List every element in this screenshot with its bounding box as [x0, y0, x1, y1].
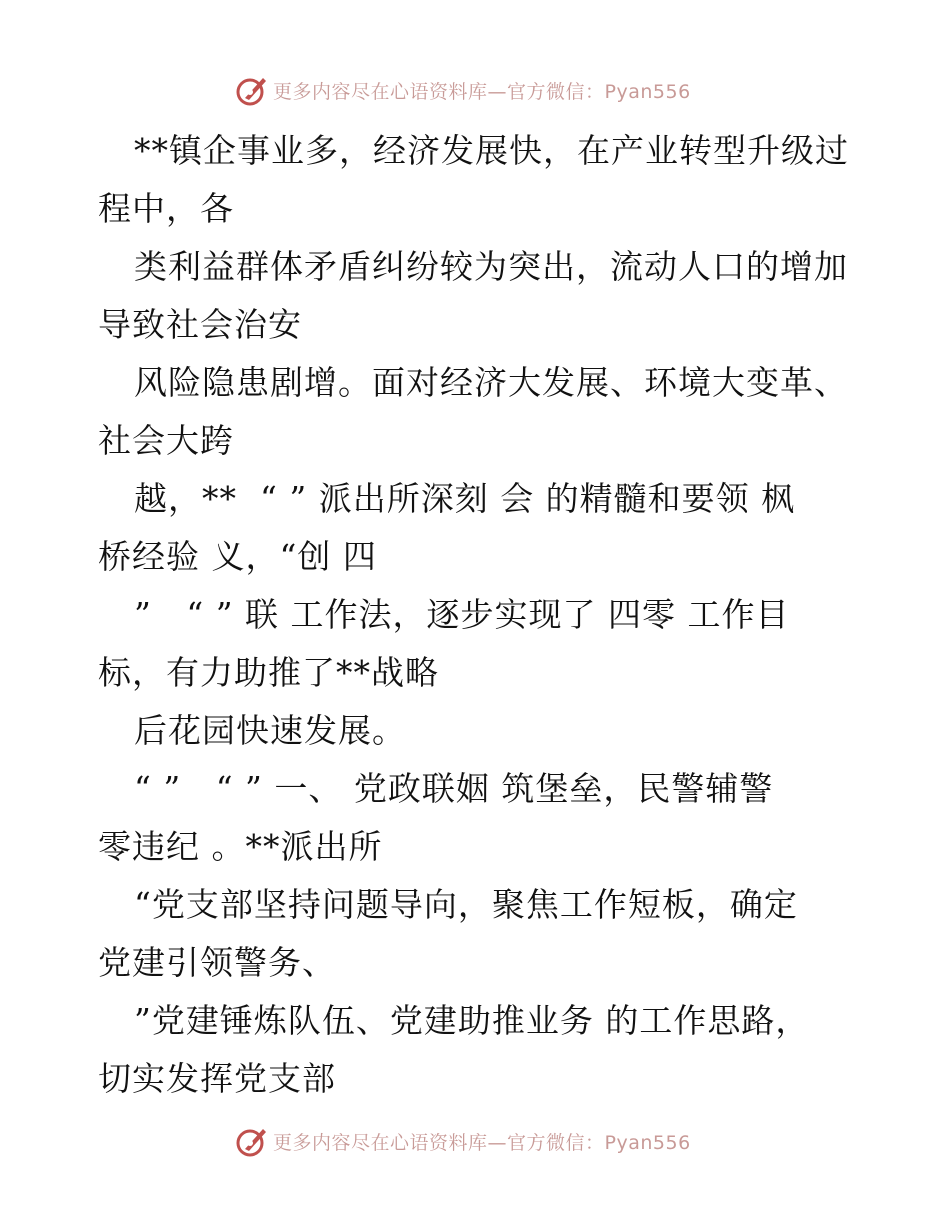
text-line: 社会大跨	[98, 421, 234, 460]
text-line: ” “ ” 联 工作法，逐步实现了 四零 工作目	[134, 595, 790, 634]
footer-watermark	[235, 1124, 691, 1158]
text-line: “ ” “ ” 一、 党政联姻 筑堡垒，民警辅警	[134, 769, 774, 808]
text-line: 标，有力助推了**战略	[98, 653, 439, 692]
text-line: ”党建锤炼队伍、党建助推业务 的工作思路，	[134, 1001, 810, 1040]
text-line: 党建引领警务、	[98, 943, 336, 982]
text-line: 零违纪 。**派出所	[98, 827, 383, 866]
text-line: 类利益群体矛盾纠纷较为突出，流动人口的增加	[134, 247, 848, 286]
text-line: 切实发挥党支部	[98, 1059, 336, 1098]
quill-logo-icon	[235, 1124, 269, 1158]
text-line: 程中，各	[98, 189, 234, 228]
text-line: 桥经验 义，“创 四	[98, 537, 377, 576]
text-line: 后花园快速发展。	[134, 711, 406, 750]
watermark-text: 更多内容尽在心语资料库—官方微信：Pyan556	[273, 1131, 691, 1154]
text-line: “党支部坚持问题导向，聚焦工作短板，确定	[134, 885, 798, 924]
quill-logo-icon	[235, 73, 269, 107]
watermark-text: 更多内容尽在心语资料库—官方微信：Pyan556	[273, 80, 691, 103]
text-line: 越，** “ ” 派出所深刻 会 的精髓和要领 枫	[134, 479, 796, 518]
document-body	[98, 122, 858, 1108]
header-watermark	[235, 73, 691, 107]
text-line: 风险隐患剧增。面对经济大发展、环境大变革、	[134, 363, 848, 402]
text-line: **镇企事业多，经济发展快，在产业转型升级过	[134, 131, 849, 170]
text-line: 导致社会治安	[98, 305, 302, 344]
